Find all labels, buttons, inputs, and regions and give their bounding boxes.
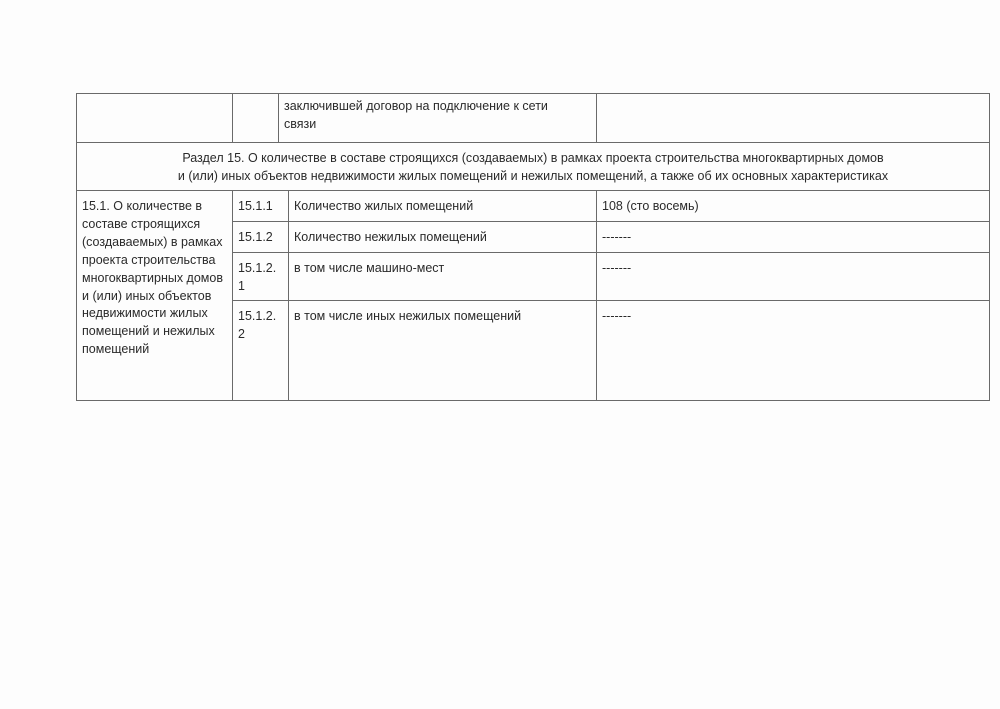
- row-value: -------: [596, 221, 990, 253]
- prev-row-col2: [232, 93, 279, 143]
- prev-row-col4: [596, 93, 990, 143]
- prev-row-col3: заключившей договор на подключение к сети связи: [278, 93, 597, 143]
- row-name: в том числе иных нежилых помещений: [288, 300, 597, 401]
- row-name: Количество жилых помещений: [288, 190, 597, 222]
- row-value: -------: [596, 252, 990, 301]
- row-name: Количество нежилых помещений: [288, 221, 597, 253]
- row-name: в том числе машино-мест: [288, 252, 597, 301]
- section-header: [76, 142, 990, 191]
- row-code: 15.1.1: [232, 190, 289, 222]
- group-label: 15.1. О количестве в составе строящихся (создаваемых) в рамках проекта строительства многоквартирных домов и (или) иных объектов недвижимости жилых помещений и нежилых помещений: [76, 190, 233, 401]
- row-code: 15.1.2. 1: [232, 252, 289, 301]
- row-code: 15.1.2. 2: [232, 300, 289, 401]
- row-value: 108 (сто восемь): [596, 190, 990, 222]
- prev-row-col1: [76, 93, 233, 143]
- row-value: -------: [596, 300, 990, 401]
- section-title-line1: Раздел 15. О количестве в составе строящихся (создаваемых) в рамках проекта строительства многоквартирных домов: [182, 151, 884, 165]
- section-title-line2: и (или) иных объектов недвижимости жилых помещений и нежилых помещений, а также об их основных характеристиках: [177, 168, 889, 183]
- row-code: 15.1.2: [232, 221, 289, 253]
